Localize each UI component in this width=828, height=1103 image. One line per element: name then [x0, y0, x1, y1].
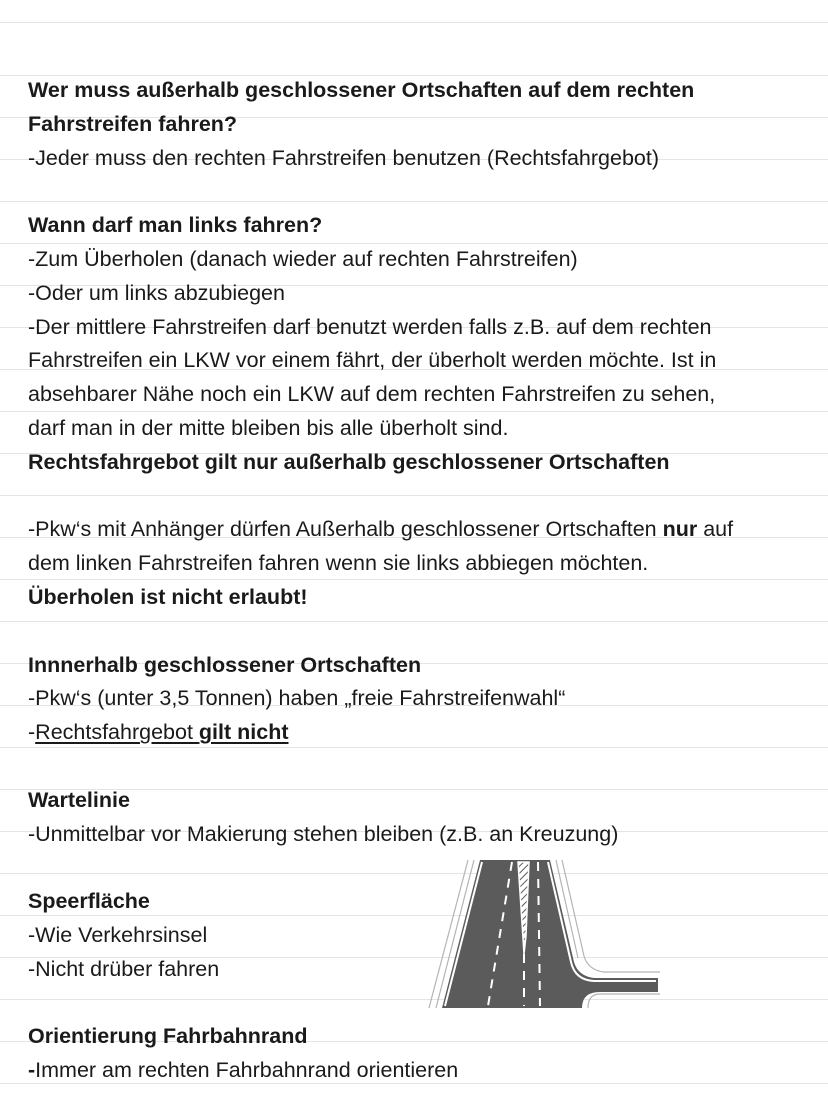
- left-driving-item-turn: -Oder um links abzubiegen: [28, 280, 285, 305]
- left-driving-item-middle-line3: absehbarer Nähe noch ein LKW auf dem rechten Fahrstreifen zu sehen,: [28, 382, 716, 407]
- wait-line-item: -Unmittelbar vor Makierung stehen bleiben (z.B. an Kreuzung): [28, 821, 619, 846]
- left-driving-item-middle-line4: darf man in der mitte bleiben bis alle überholt sind.: [28, 415, 509, 440]
- road-marking-restricted-area-icon: [428, 858, 662, 1010]
- trailer-rule-line2: dem linken Fahrstreifen fahren wenn sie links abbiegen möchten.: [28, 551, 649, 576]
- trailer-rule-line1: [28, 513, 818, 547]
- inside-town-heading: Innnerhalb geschlossener Ortschaften: [28, 652, 422, 677]
- restricted-area-heading: Speerfläche: [28, 889, 150, 914]
- left-driving-note: Rechtsfahrgebot gilt nur außerhalb geschlossener Ortschaften: [28, 449, 670, 474]
- road-edge-heading: Orientierung Fahrbahnrand: [28, 1024, 308, 1049]
- keep-right-heading-line2: Fahrstreifen fahren?: [28, 111, 238, 136]
- inside-town-item-free-lane: -Pkw‘s (unter 3,5 Tonnen) haben „freie Fahrstreifenwahl“: [28, 686, 566, 711]
- trailer-rule-text-b: auf: [697, 517, 734, 542]
- blank-line: [28, 750, 818, 784]
- wait-line-heading: Wartelinie: [28, 787, 130, 812]
- keep-right-answer: -Jeder muss den rechten Fahrstreifen benutzen (Rechtsfahrgebot): [28, 145, 659, 170]
- inside-town-dash: -: [28, 720, 36, 745]
- notes-page: [28, 74, 818, 1088]
- trailer-rule-emphasis: nur: [662, 517, 698, 542]
- asphalt: [442, 860, 658, 1008]
- left-driving-heading: Wann darf man links fahren?: [28, 213, 323, 238]
- inside-town-rule-status: gilt nicht: [198, 720, 289, 745]
- inside-town-item-rule: [28, 716, 818, 750]
- inside-town-rule-name: Rechtsfahrgebot: [35, 720, 199, 745]
- road-edge-dash: -: [28, 1058, 36, 1083]
- inside-town-underlined: [35, 720, 288, 744]
- restricted-area-item-no-driving: -Nicht drüber fahren: [28, 956, 220, 981]
- left-driving-item-overtake: -Zum Überholen (danach wieder auf rechten Fahrstreifen): [28, 246, 578, 271]
- blank-line: [28, 615, 818, 649]
- trailer-warning: Überholen ist nicht erlaubt!: [28, 584, 308, 609]
- blank-line: [28, 851, 818, 885]
- trailer-rule-text-a: -Pkw‘s mit Anhänger dürfen Außerhalb geschlossener Ortschaften: [28, 517, 663, 542]
- road-edge-item: [28, 1054, 818, 1088]
- blank-line: [28, 987, 818, 1021]
- blank-line: [28, 175, 818, 209]
- blank-line: [28, 480, 818, 514]
- road-edge-text: Immer am rechten Fahrbahnrand orientieren: [35, 1058, 459, 1083]
- left-driving-item-middle-line2: Fahrstreifen ein LKW vor einem fährt, der überholt werden möchte. Ist in: [28, 348, 717, 373]
- restricted-area-item-island: -Wie Verkehrsinsel: [28, 922, 208, 947]
- left-driving-item-middle-line1: -Der mittlere Fahrstreifen darf benutzt werden falls z.B. auf dem rechten: [28, 314, 712, 339]
- keep-right-heading-line1: Wer muss außerhalb geschlossener Ortschaften auf dem rechten: [28, 78, 695, 102]
